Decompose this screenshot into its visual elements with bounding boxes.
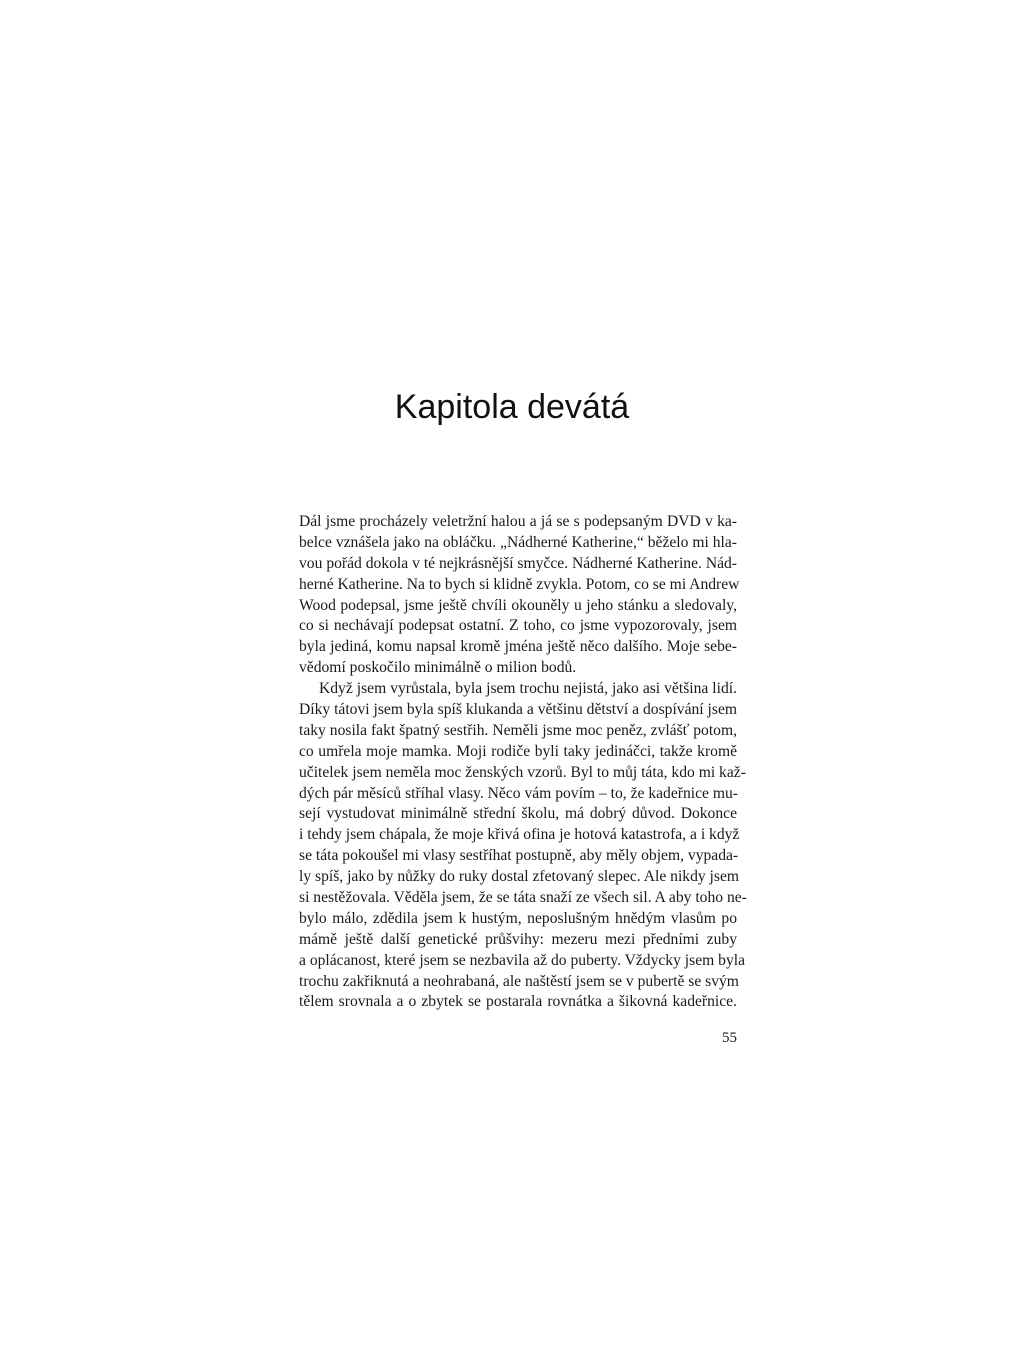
text-line: a oplácanost, které jsem se nezbavila až do puberty. Vždycky jsem byla <box>299 951 745 969</box>
text-line: co umřela moje mamka. Moji rodiče byli taky jedináčci, takže kromě <box>299 742 737 760</box>
text-line: se táta pokoušel mi vlasy sestříhat postupně, aby měly objem, vypada- <box>299 847 739 865</box>
text-line: Dál jsme procházely veletržní halou a já se s podepsaným DVD v ka- <box>299 513 737 530</box>
text-line: belce vznášela jako na obláčku. „Nádherné Katherine,“ běželo mi hla- <box>299 533 737 551</box>
text-line: mámě ještě další genetické průšvihy: mezeru mezi předními zuby <box>299 930 737 948</box>
paragraph <box>299 679 747 1013</box>
text-line: trochu zakřiknutá a neohrabaná, ale naštěstí jsem se v pubertě se svým <box>299 972 739 990</box>
text-line: vědomí poskočilo minimálně o milion bodů. <box>299 659 577 677</box>
text-line: i tehdy jsem chápala, že moje křivá ofina je hotová katastrofa, a i když <box>299 826 740 844</box>
text-line: ly spíš, jako by nůžky do ruky dostal zfetovaný slepec. Ale nikdy jsem <box>299 868 740 886</box>
text-line: Díky tátovi jsem byla spíš klukanda a většinu dětství a dospívání jsem <box>299 701 737 719</box>
text-line: učitelek jsem neměla moc ženských vzorů. Byl to můj táta, kdo mi kaž- <box>299 763 746 781</box>
text-line: dých pár měsíců stříhal vlasy. Něco vám povím – to, že kadeřnice mu- <box>299 784 738 802</box>
text-line: bylo málo, zdědila jsem k hustým, neposlušným hnědým vlasům po <box>299 909 737 927</box>
chapter-body <box>299 512 747 1013</box>
page-number: 55 <box>722 1030 737 1046</box>
chapter-title: Kapitola devátá <box>394 388 630 426</box>
text-line: co si nechávají podepsat ostatní. Z toho, co jsme vypozorovaly, jsem <box>299 617 737 635</box>
text-line: Wood podepsal, jsme ještě chvíli okouněly u jeho stánku a sledovaly, <box>299 596 737 614</box>
text-line: byla jediná, komu napsal kromě jména ještě něco dalšího. Moje sebe- <box>299 638 737 656</box>
text-line: taky nosila fakt špatný sestřih. Neměli jsme moc peněz, zvlášť potom, <box>299 721 737 739</box>
paragraph <box>299 512 740 679</box>
text-line: vou pořád dokola v té nejkrásnější smyčce. Nádherné Katherine. Nád- <box>299 554 737 572</box>
text-line: si nestěžovala. Věděla jsem, že se táta snaží ze všech sil. A aby toho ne- <box>299 889 747 907</box>
text-line: Když jsem vyrůstala, byla jsem trochu nejistá, jako asi většina lidí. <box>319 680 737 698</box>
text-line: sejí vystudovat minimálně střední školu, má dobrý důvod. Dokonce <box>299 805 737 823</box>
text-line: tělem srovnala a o zbytek se postarala rovnátka a šikovná kadeřnice. <box>299 993 737 1011</box>
text-line: herné Katherine. Na to bych si klidně zvykla. Potom, co se mi Andrew <box>299 575 740 593</box>
